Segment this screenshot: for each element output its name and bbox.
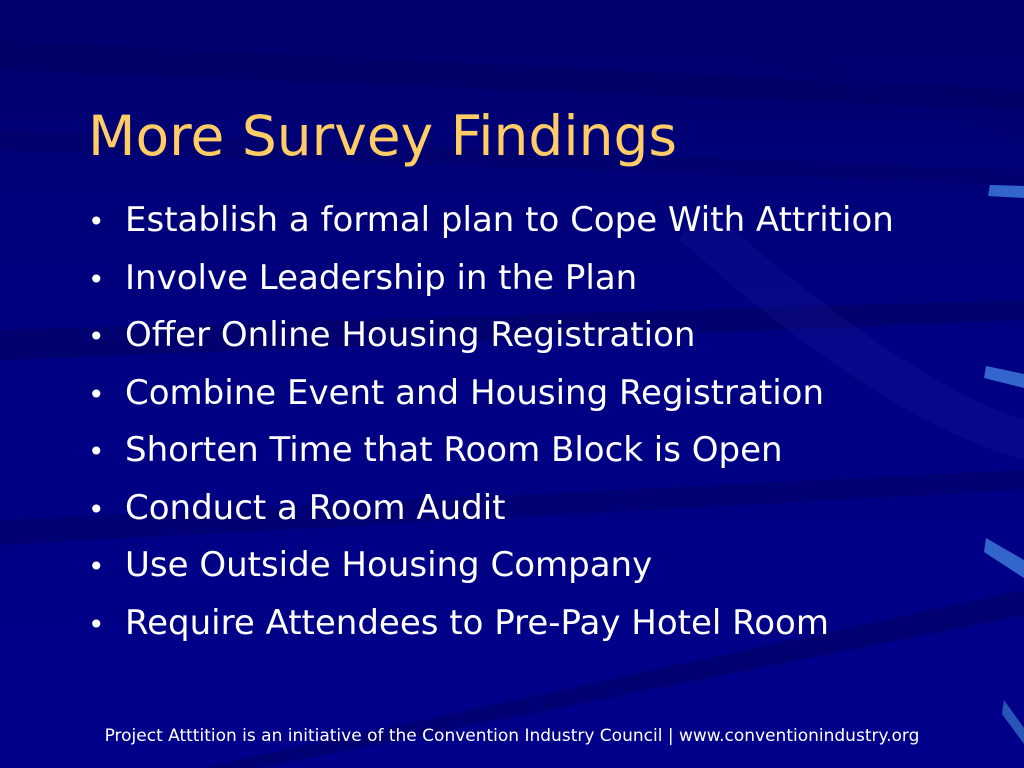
bullet-list — [88, 192, 894, 652]
bullet-item — [88, 307, 894, 365]
bullet-dot: • — [88, 205, 105, 238]
bullet-dot: • — [88, 607, 105, 641]
accent-streak — [984, 366, 1024, 388]
slide-title: More Survey Findings — [88, 104, 678, 168]
bullet-text: Establish a formal plan to Cope With Attrition — [125, 200, 894, 240]
bullet-text: Shorten Time that Room Block is Open — [125, 430, 783, 470]
bullet-dot: • — [88, 377, 105, 411]
bullet-text: Use Outside Housing Company — [125, 545, 653, 585]
bullet-text: Require Attendees to Pre-Pay Hotel Room — [125, 602, 829, 643]
bullet-dot: • — [88, 435, 105, 468]
bullet-item — [88, 250, 894, 308]
bullet-item — [88, 192, 894, 250]
bullet-text: Involve Leadership in the Plan — [125, 257, 638, 298]
bullet-item — [88, 422, 894, 480]
bullet-dot: • — [88, 550, 105, 583]
bullet-dot: • — [88, 492, 105, 526]
bullet-dot: • — [88, 262, 105, 296]
slide-footer: Project Atttition is an initiative of the Convention Industry Council | www.conventionindustry.org — [104, 726, 920, 746]
bullet-item — [88, 365, 894, 423]
bullet-item — [88, 595, 894, 653]
bullet-item — [88, 480, 894, 538]
accent-streak — [988, 185, 1024, 198]
bullet-item — [88, 537, 894, 595]
bullet-text: Offer Online Housing Registration — [125, 315, 696, 355]
bullet-text: Conduct a Room Audit — [125, 487, 506, 528]
accent-streak — [984, 538, 1024, 578]
bullet-dot: • — [88, 320, 105, 353]
bullet-text: Combine Event and Housing Registration — [125, 372, 824, 413]
